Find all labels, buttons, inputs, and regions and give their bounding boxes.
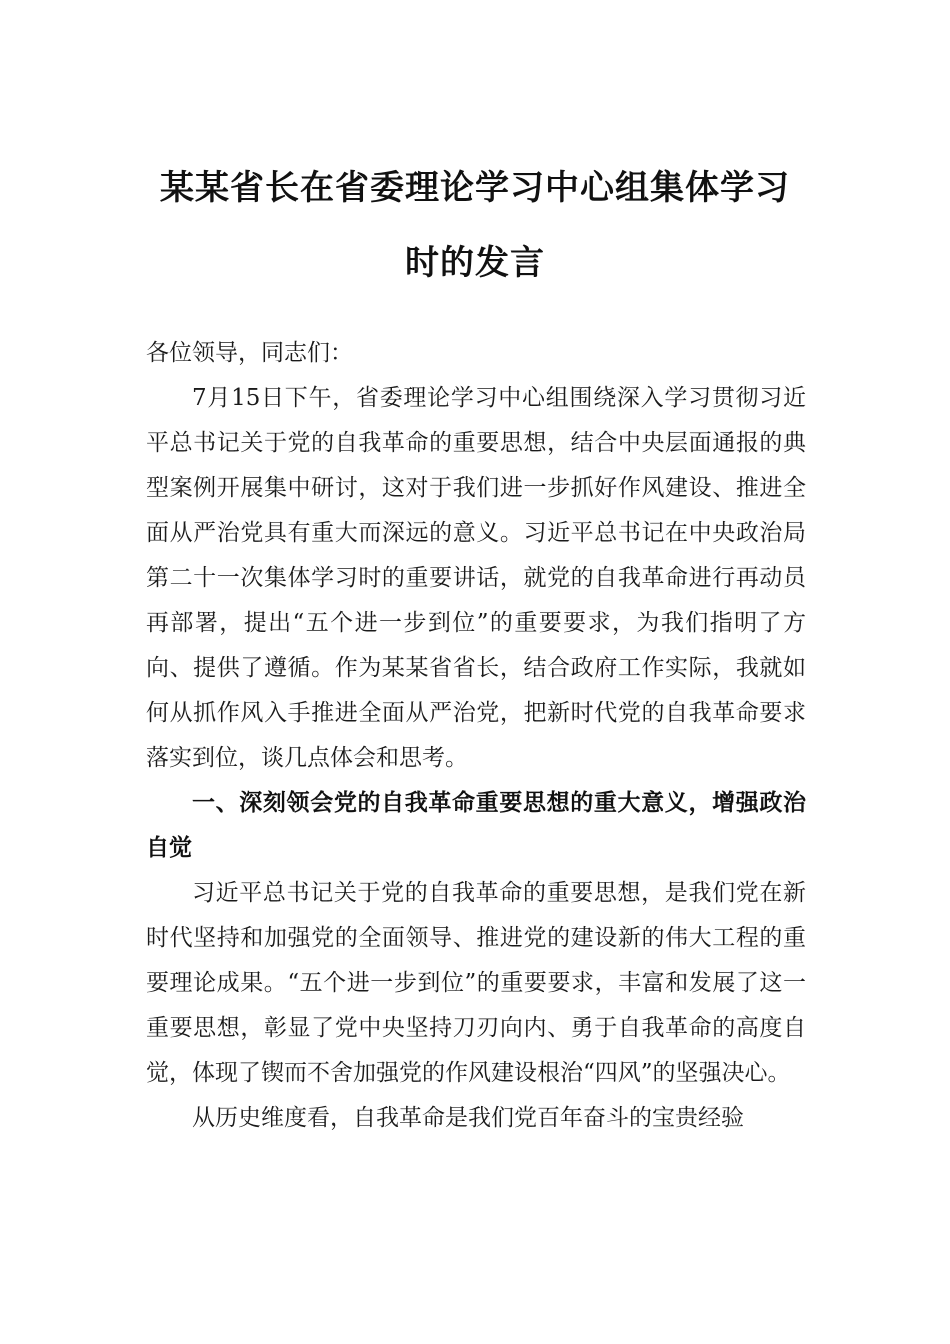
document-title-line-2: 时的发言 (405, 243, 545, 283)
paragraph-section1-a: 习近平总书记关于党的自我革命的重要思想，是我们党在新时代坚持和加强党的全面领导、推进党的建设新的伟大工程的重要理论成果。“五个进一步到位”的重要要求，丰富和发展了这一重要思想，彰显了党中央坚持刀刃向内、勇于自我革命的高度自觉，体现了锲而不舍加强党的作风建设根治“四风”的坚强决心。 (146, 880, 806, 1086)
document-title-line-1: 某某省长在省委理论学习中心组集体学习 (160, 168, 790, 208)
section-heading-1: 一、深刻领会党的自我革命重要思想的重大意义，增强政治自觉 (146, 790, 806, 861)
paragraph-section1-b: 从历史维度看，自我革命是我们党百年奋斗的宝贵经验 (192, 1105, 744, 1131)
salutation: 各位领导，同志们： (146, 340, 353, 366)
paragraph-intro: 7月15日下午，省委理论学习中心组围绕深入学习贯彻习近平总书记关于党的自我革命的重要思想，结合中央层面通报的典型案例开展集中研讨，这对于我们进一步抓好作风建设、推进全面从严治党具有重大而深远的意义。习近平总书记在中央政治局第二十一次集体学习时的重要讲话，就党的自我革命进行再动员再部署，提出“五个进一步到位”的重要要求，为我们指明了方向、提供了遵循。作为某某省省长，结合政府工作实际，我就如何从抓作风入手推进全面从严治党，把新时代党的自我革命要求落实到位，谈几点体会和思考。 (146, 385, 806, 771)
document-body (146, 376, 806, 1141)
